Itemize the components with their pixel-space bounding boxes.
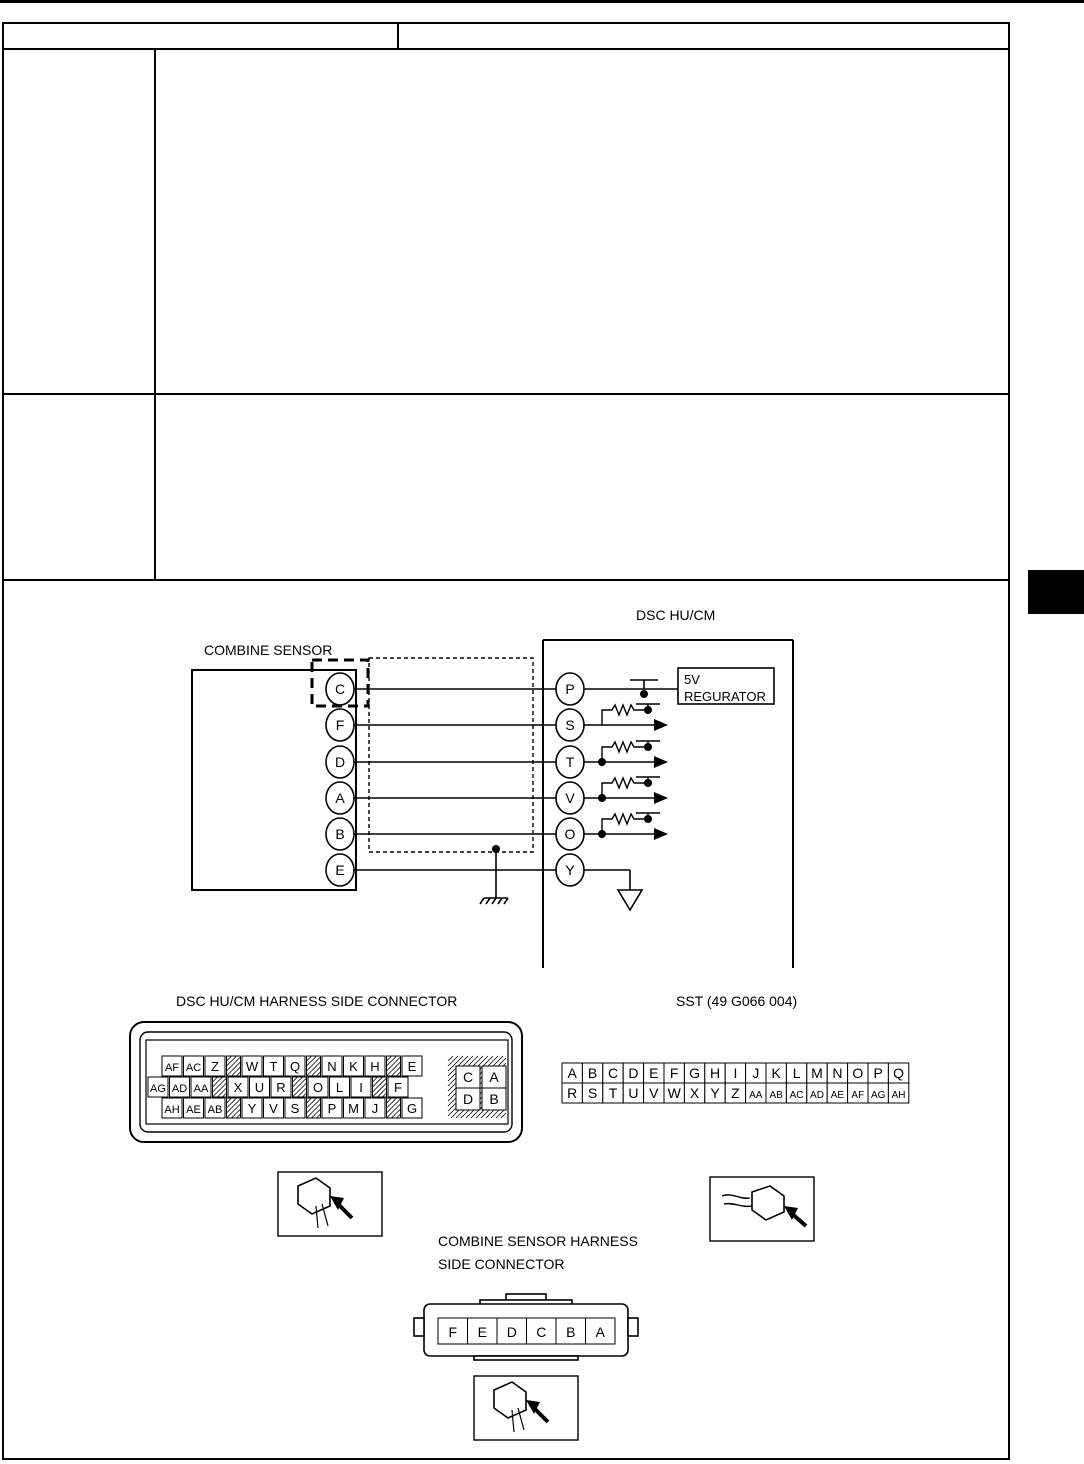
harness-pin: [242, 1098, 262, 1118]
svg-text:D: D: [628, 1065, 639, 1081]
sst-pin: [746, 1083, 766, 1103]
svg-text:G: G: [689, 1065, 701, 1081]
svg-text:N: N: [832, 1065, 843, 1081]
harness-pin: [351, 1077, 371, 1097]
sst-pin: [623, 1083, 643, 1103]
sensor-connector-pin: [556, 1318, 586, 1344]
svg-text:N: N: [327, 1059, 337, 1074]
ground-symbol: [618, 890, 642, 910]
svg-text:L: L: [792, 1065, 801, 1081]
sst-pin: [807, 1083, 827, 1103]
harness-pin: [148, 1077, 168, 1097]
svg-text:O: O: [312, 1080, 324, 1095]
dsc-pin: [556, 854, 584, 886]
sst-pin: [684, 1063, 704, 1083]
svg-text:C: C: [536, 1324, 547, 1340]
sst-pin: [848, 1083, 868, 1103]
svg-text:W: W: [245, 1059, 259, 1074]
sst-pin: [603, 1063, 623, 1083]
harness-pin: [322, 1098, 342, 1118]
svg-text:T: T: [608, 1085, 618, 1101]
sst-pin: [868, 1083, 888, 1103]
harness-blank-pin: [227, 1056, 241, 1076]
dsc-pin: [556, 709, 584, 741]
svg-text:Q: Q: [893, 1065, 905, 1081]
sensor-connector-pin: [468, 1318, 498, 1344]
svg-text:AH: AH: [164, 1104, 180, 1116]
resistors: [602, 704, 660, 834]
svg-text:AE: AE: [830, 1090, 845, 1101]
harness-blank-pin: [387, 1098, 401, 1118]
sst-pin: [623, 1063, 643, 1083]
harness-blank-pin: [227, 1098, 241, 1118]
svg-text:AF: AF: [164, 1062, 180, 1074]
sensor-connector-title-2: SIDE CONNECTOR: [438, 1256, 565, 1272]
sst-pin: [664, 1063, 684, 1083]
harness-pin: [264, 1056, 284, 1076]
svg-text:AG: AG: [150, 1083, 166, 1095]
svg-text:M: M: [811, 1065, 823, 1081]
sst-pin: [562, 1063, 582, 1083]
svg-text:X: X: [233, 1080, 243, 1095]
svg-text:F: F: [669, 1065, 679, 1081]
svg-text:F: F: [448, 1324, 458, 1340]
output-arrows: [654, 719, 668, 840]
svg-text:S: S: [587, 1085, 598, 1101]
svg-text:AB: AB: [769, 1090, 783, 1101]
harness-pin: [162, 1056, 182, 1076]
svg-text:J: J: [371, 1101, 379, 1116]
harness-pin: [482, 1066, 506, 1088]
wires: [354, 680, 678, 904]
harness-pin: [170, 1077, 190, 1097]
harness-pin: [322, 1056, 342, 1076]
sst-pin: [603, 1083, 623, 1103]
sst-pin: [807, 1063, 827, 1083]
sst-pin: [888, 1063, 908, 1083]
connector-view-icon: [710, 1177, 814, 1241]
svg-text:Z: Z: [211, 1059, 219, 1074]
harness-blank-pin: [373, 1077, 387, 1097]
svg-text:AE: AE: [186, 1104, 201, 1116]
svg-text:K: K: [349, 1059, 358, 1074]
svg-text:D: D: [506, 1324, 517, 1340]
sensor-pin: [326, 818, 354, 850]
svg-text:C: C: [334, 681, 346, 697]
svg-text:K: K: [771, 1065, 781, 1081]
svg-text:A: A: [595, 1324, 605, 1340]
sst-pin: [664, 1083, 684, 1103]
svg-text:G: G: [406, 1101, 418, 1116]
connector-view-icon: [474, 1376, 578, 1440]
sst-pin: [582, 1083, 602, 1103]
svg-text:D: D: [462, 1091, 474, 1107]
svg-text:Y: Y: [710, 1085, 720, 1101]
harness-pin: [330, 1077, 350, 1097]
sensor-pin: [326, 854, 354, 886]
svg-text:J: J: [752, 1065, 760, 1081]
svg-text:O: O: [852, 1065, 864, 1081]
harness-blank-pin: [293, 1077, 307, 1097]
harness-blank-pin: [213, 1077, 227, 1097]
svg-text:P: P: [565, 681, 575, 697]
svg-text:I: I: [733, 1065, 738, 1081]
svg-text:AC: AC: [185, 1062, 202, 1074]
sst-pin: [705, 1063, 725, 1083]
svg-text:A: A: [567, 1065, 577, 1081]
sst-pin: [766, 1063, 786, 1083]
svg-text:AA: AA: [749, 1090, 763, 1101]
svg-text:A: A: [335, 790, 345, 806]
svg-text:D: D: [334, 754, 346, 770]
connector-view-icon: [278, 1172, 382, 1236]
sensor-connector-pin: [586, 1318, 616, 1344]
harness-blank-pin: [307, 1098, 321, 1118]
sensor-connector-cells: [438, 1318, 615, 1344]
svg-text:Y: Y: [247, 1101, 257, 1116]
svg-text:H: H: [370, 1059, 380, 1074]
harness-pin: [308, 1077, 328, 1097]
harness-pin: [205, 1098, 225, 1118]
sensor-pin: [326, 673, 354, 705]
harness-pin: [285, 1056, 305, 1076]
sensor-connector-pin: [438, 1318, 468, 1344]
svg-text:AC: AC: [789, 1090, 804, 1101]
harness-pin: [365, 1056, 385, 1076]
svg-text:AA: AA: [193, 1083, 209, 1095]
svg-text:S: S: [290, 1101, 300, 1116]
svg-text:F: F: [394, 1080, 402, 1095]
sst-pin: [786, 1063, 806, 1083]
sensor-pin: [326, 746, 354, 778]
svg-text:P: P: [873, 1065, 883, 1081]
sensor-pin: [326, 782, 354, 814]
sst-pin: [827, 1063, 847, 1083]
svg-text:AH: AH: [891, 1090, 906, 1101]
harness-pin: [242, 1056, 262, 1076]
sensor-connector-pin: [527, 1318, 557, 1344]
svg-text:T: T: [269, 1059, 278, 1074]
svg-text:R: R: [276, 1080, 286, 1095]
svg-text:AF: AF: [851, 1090, 865, 1101]
sst-pin: [888, 1083, 908, 1103]
svg-text:C: C: [462, 1069, 474, 1085]
sst-pin: [766, 1083, 786, 1103]
sst-pin: [868, 1063, 888, 1083]
harness-pin: [184, 1098, 204, 1118]
harness-pin: [191, 1077, 211, 1097]
sensor-connector-title-1: COMBINE SENSOR HARNESS: [438, 1233, 638, 1249]
svg-text:AB: AB: [207, 1104, 223, 1116]
harness-pin: [162, 1098, 182, 1118]
sst-pin: [684, 1083, 704, 1103]
svg-text:A: A: [489, 1069, 499, 1085]
sensor-pin: [326, 709, 354, 741]
svg-text:AD: AD: [810, 1090, 824, 1101]
svg-text:O: O: [564, 826, 576, 842]
combine-sensor-label: COMBINE SENSOR: [204, 642, 333, 658]
svg-text:Z: Z: [731, 1085, 740, 1101]
svg-text:E: E: [407, 1059, 417, 1074]
sst-pin: [582, 1063, 602, 1083]
sst-pin: [725, 1063, 745, 1083]
shield-outline: [369, 658, 533, 852]
svg-text:W: W: [667, 1085, 681, 1101]
harness-blank-pin: [307, 1056, 321, 1076]
svg-text:M: M: [348, 1101, 359, 1116]
harness-pin: [402, 1056, 422, 1076]
svg-text:F: F: [335, 717, 345, 733]
sst-pin: [725, 1083, 745, 1103]
svg-text:R: R: [567, 1085, 578, 1101]
svg-text:I: I: [359, 1080, 363, 1095]
svg-text:Q: Q: [289, 1059, 301, 1074]
harness-pin: [388, 1077, 408, 1097]
harness-pin: [228, 1077, 248, 1097]
svg-text:V: V: [269, 1101, 278, 1116]
dsc-label: DSC HU/CM: [636, 607, 716, 623]
table-grid: [2, 24, 1010, 580]
dsc-pins: [556, 673, 584, 886]
dsc-pin: [556, 818, 584, 850]
dsc-pin: [556, 782, 584, 814]
dsc-pin: [556, 746, 584, 778]
svg-text:B: B: [566, 1324, 576, 1340]
harness-pin: [344, 1098, 364, 1118]
sst-pin: [562, 1083, 582, 1103]
harness-pin: [402, 1098, 422, 1118]
svg-text:C: C: [607, 1065, 619, 1081]
sst-pin: [848, 1063, 868, 1083]
regulator-label-1: 5V: [684, 672, 700, 687]
regulator-label-2: REGURATOR: [684, 689, 766, 704]
harness-pin: [456, 1066, 480, 1088]
harness-pin: [271, 1077, 291, 1097]
sst-title: SST (49 G066 004): [676, 993, 798, 1009]
harness-pin: [205, 1056, 225, 1076]
svg-text:U: U: [628, 1085, 639, 1101]
svg-text:L: L: [335, 1080, 344, 1095]
svg-text:E: E: [649, 1065, 659, 1081]
harness-connector-title: DSC HU/CM HARNESS SIDE CONNECTOR: [176, 993, 458, 1009]
svg-text:B: B: [489, 1091, 499, 1107]
svg-text:V: V: [649, 1085, 659, 1101]
svg-text:AD: AD: [171, 1083, 188, 1095]
harness-blank-pin: [387, 1056, 401, 1076]
svg-text:U: U: [254, 1080, 265, 1095]
sensor-connector-pin: [497, 1318, 527, 1344]
svg-text:H: H: [709, 1065, 721, 1081]
svg-text:V: V: [565, 790, 575, 806]
svg-text:P: P: [327, 1101, 337, 1116]
svg-text:E: E: [477, 1324, 487, 1340]
svg-text:S: S: [565, 717, 575, 733]
harness-pin: [344, 1056, 364, 1076]
sst-cells: [562, 1063, 909, 1103]
harness-pin: [482, 1088, 506, 1110]
harness-pin: [285, 1098, 305, 1118]
svg-text:B: B: [335, 826, 345, 842]
harness-pin: [365, 1098, 385, 1118]
sst-pin: [746, 1063, 766, 1083]
harness-pin: [184, 1056, 204, 1076]
svg-text:B: B: [587, 1065, 598, 1081]
svg-text:X: X: [689, 1085, 700, 1101]
svg-text:AG: AG: [870, 1090, 886, 1101]
dsc-pin: [556, 673, 584, 705]
sst-pin: [644, 1083, 664, 1103]
harness-pin: [456, 1088, 480, 1110]
harness-pin: [264, 1098, 284, 1118]
sst-pin: [786, 1083, 806, 1103]
svg-text:Y: Y: [565, 862, 575, 878]
sst-pin: [644, 1063, 664, 1083]
sst-pin: [827, 1083, 847, 1103]
sst-pin: [705, 1083, 725, 1103]
svg-text:E: E: [335, 862, 345, 878]
harness-pin: [250, 1077, 270, 1097]
svg-text:T: T: [565, 754, 575, 770]
